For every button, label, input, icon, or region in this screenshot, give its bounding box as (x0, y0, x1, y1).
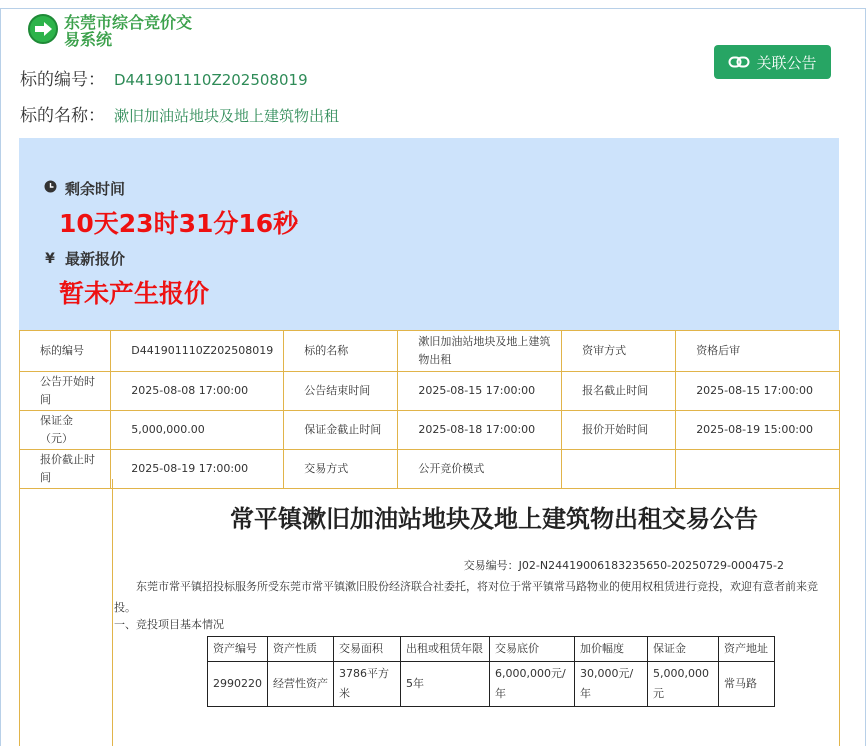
announcement-paragraph: 东莞市常平镇招投标服务所受东莞市常平镇漱旧股份经济联合社委托，将对位于常平镇常马路物业的使用权租赁进行竞投，欢迎有意者前来竞投。 (114, 580, 818, 614)
table-header-cell: 交易面积 (334, 637, 401, 662)
trade-number: 交易编号：J02-N24419006183235650-20250729-000475-2 (463, 559, 784, 572)
table-cell: 报名截止时间 (562, 372, 676, 411)
table-cell: 2990220 (208, 662, 268, 707)
table-cell: D441901110Z202508019 (111, 331, 284, 372)
section-heading: 一、竞投项目基本情况 (114, 618, 224, 631)
table-cell: 报价开始时间 (562, 411, 676, 450)
table-header-cell: 加价幅度 (575, 637, 648, 662)
table-cell: 报价截止时间 (20, 450, 111, 489)
table-cell: 2025-08-19 17:00:00 (111, 450, 284, 489)
table-header-cell: 资产地址 (719, 637, 775, 662)
table-cell: 保证金截止时间 (284, 411, 398, 450)
table-cell: 交易方式 (284, 450, 398, 489)
yen-icon: ¥ (45, 250, 55, 267)
announcement-title: 常平镇漱旧加油站地块及地上建筑物出租交易公告 (230, 505, 758, 533)
bid-info-table (19, 330, 840, 489)
asset-table (207, 636, 775, 707)
table-row (20, 372, 840, 411)
table-cell: 2025-08-18 17:00:00 (398, 411, 562, 450)
table-cell: 5,000,000元 (648, 662, 719, 707)
code-row (20, 65, 308, 90)
table-cell: 公告开始时间 (20, 372, 111, 411)
announcement-body (114, 479, 840, 746)
table-cell: 常马路 (719, 662, 775, 707)
table-row (208, 662, 775, 707)
latest-price-label: ¥ 最新报价 (43, 248, 125, 269)
table-cell: 公开竞价模式 (398, 450, 562, 489)
table-cell: 经营性资产 (268, 662, 334, 707)
remaining-time-value: 10天23时31分16秒 (59, 209, 299, 238)
table-cell: 漱旧加油站地块及地上建筑物出租 (398, 331, 562, 372)
table-cell: 资格后审 (676, 331, 840, 372)
table-header-cell: 交易底价 (490, 637, 575, 662)
related-button-label: 关联公告 (756, 53, 817, 72)
table-cell: 6,000,000元/年 (490, 662, 575, 707)
table-cell: 2025-08-19 15:00:00 (676, 411, 840, 450)
table-cell: 标的名称 (284, 331, 398, 372)
related-announcement-button[interactable] (714, 45, 831, 79)
table-cell: 资审方式 (562, 331, 676, 372)
table-cell: 2025-08-15 17:00:00 (398, 372, 562, 411)
name-label: 标的名称： (20, 106, 105, 126)
table-row (20, 411, 840, 450)
link-icon (728, 56, 750, 68)
code-value: D441901110Z202508019 (114, 71, 308, 89)
table-header-cell: 出租或租赁年限 (401, 637, 490, 662)
table-cell: 2025-08-15 17:00:00 (676, 372, 840, 411)
name-row (20, 101, 339, 126)
table-header-cell: 资产性质 (268, 637, 334, 662)
clock-icon (43, 180, 57, 197)
table-cell: 3786平方米 (334, 662, 401, 707)
countdown-panel (19, 138, 839, 330)
system-name: 东莞市综合竞价交易系统 (64, 13, 193, 49)
table-header-cell: 保证金 (648, 637, 719, 662)
table-cell: 5年 (401, 662, 490, 707)
latest-price-value: 暂未产生报价 (59, 279, 210, 308)
table-cell: 标的编号 (20, 331, 111, 372)
code-label: 标的编号： (20, 70, 105, 90)
table-cell: 2025-08-08 17:00:00 (111, 372, 284, 411)
table-row (20, 331, 840, 372)
content-label-cell (20, 479, 113, 746)
system-logo[interactable] (28, 14, 204, 48)
table-header-row (208, 637, 775, 662)
arrow-right-icon (28, 14, 58, 44)
announcement-content (19, 479, 840, 746)
table-cell: 5,000,000.00 (111, 411, 284, 450)
remaining-time-label: 剩余时间 (43, 178, 125, 199)
name-value: 漱旧加油站地块及地上建筑物出租 (114, 107, 340, 125)
table-header-cell: 资产编号 (208, 637, 268, 662)
table-cell: 保证金（元） (20, 411, 111, 450)
table-cell: 公告结束时间 (284, 372, 398, 411)
table-cell: 30,000元/年 (575, 662, 648, 707)
